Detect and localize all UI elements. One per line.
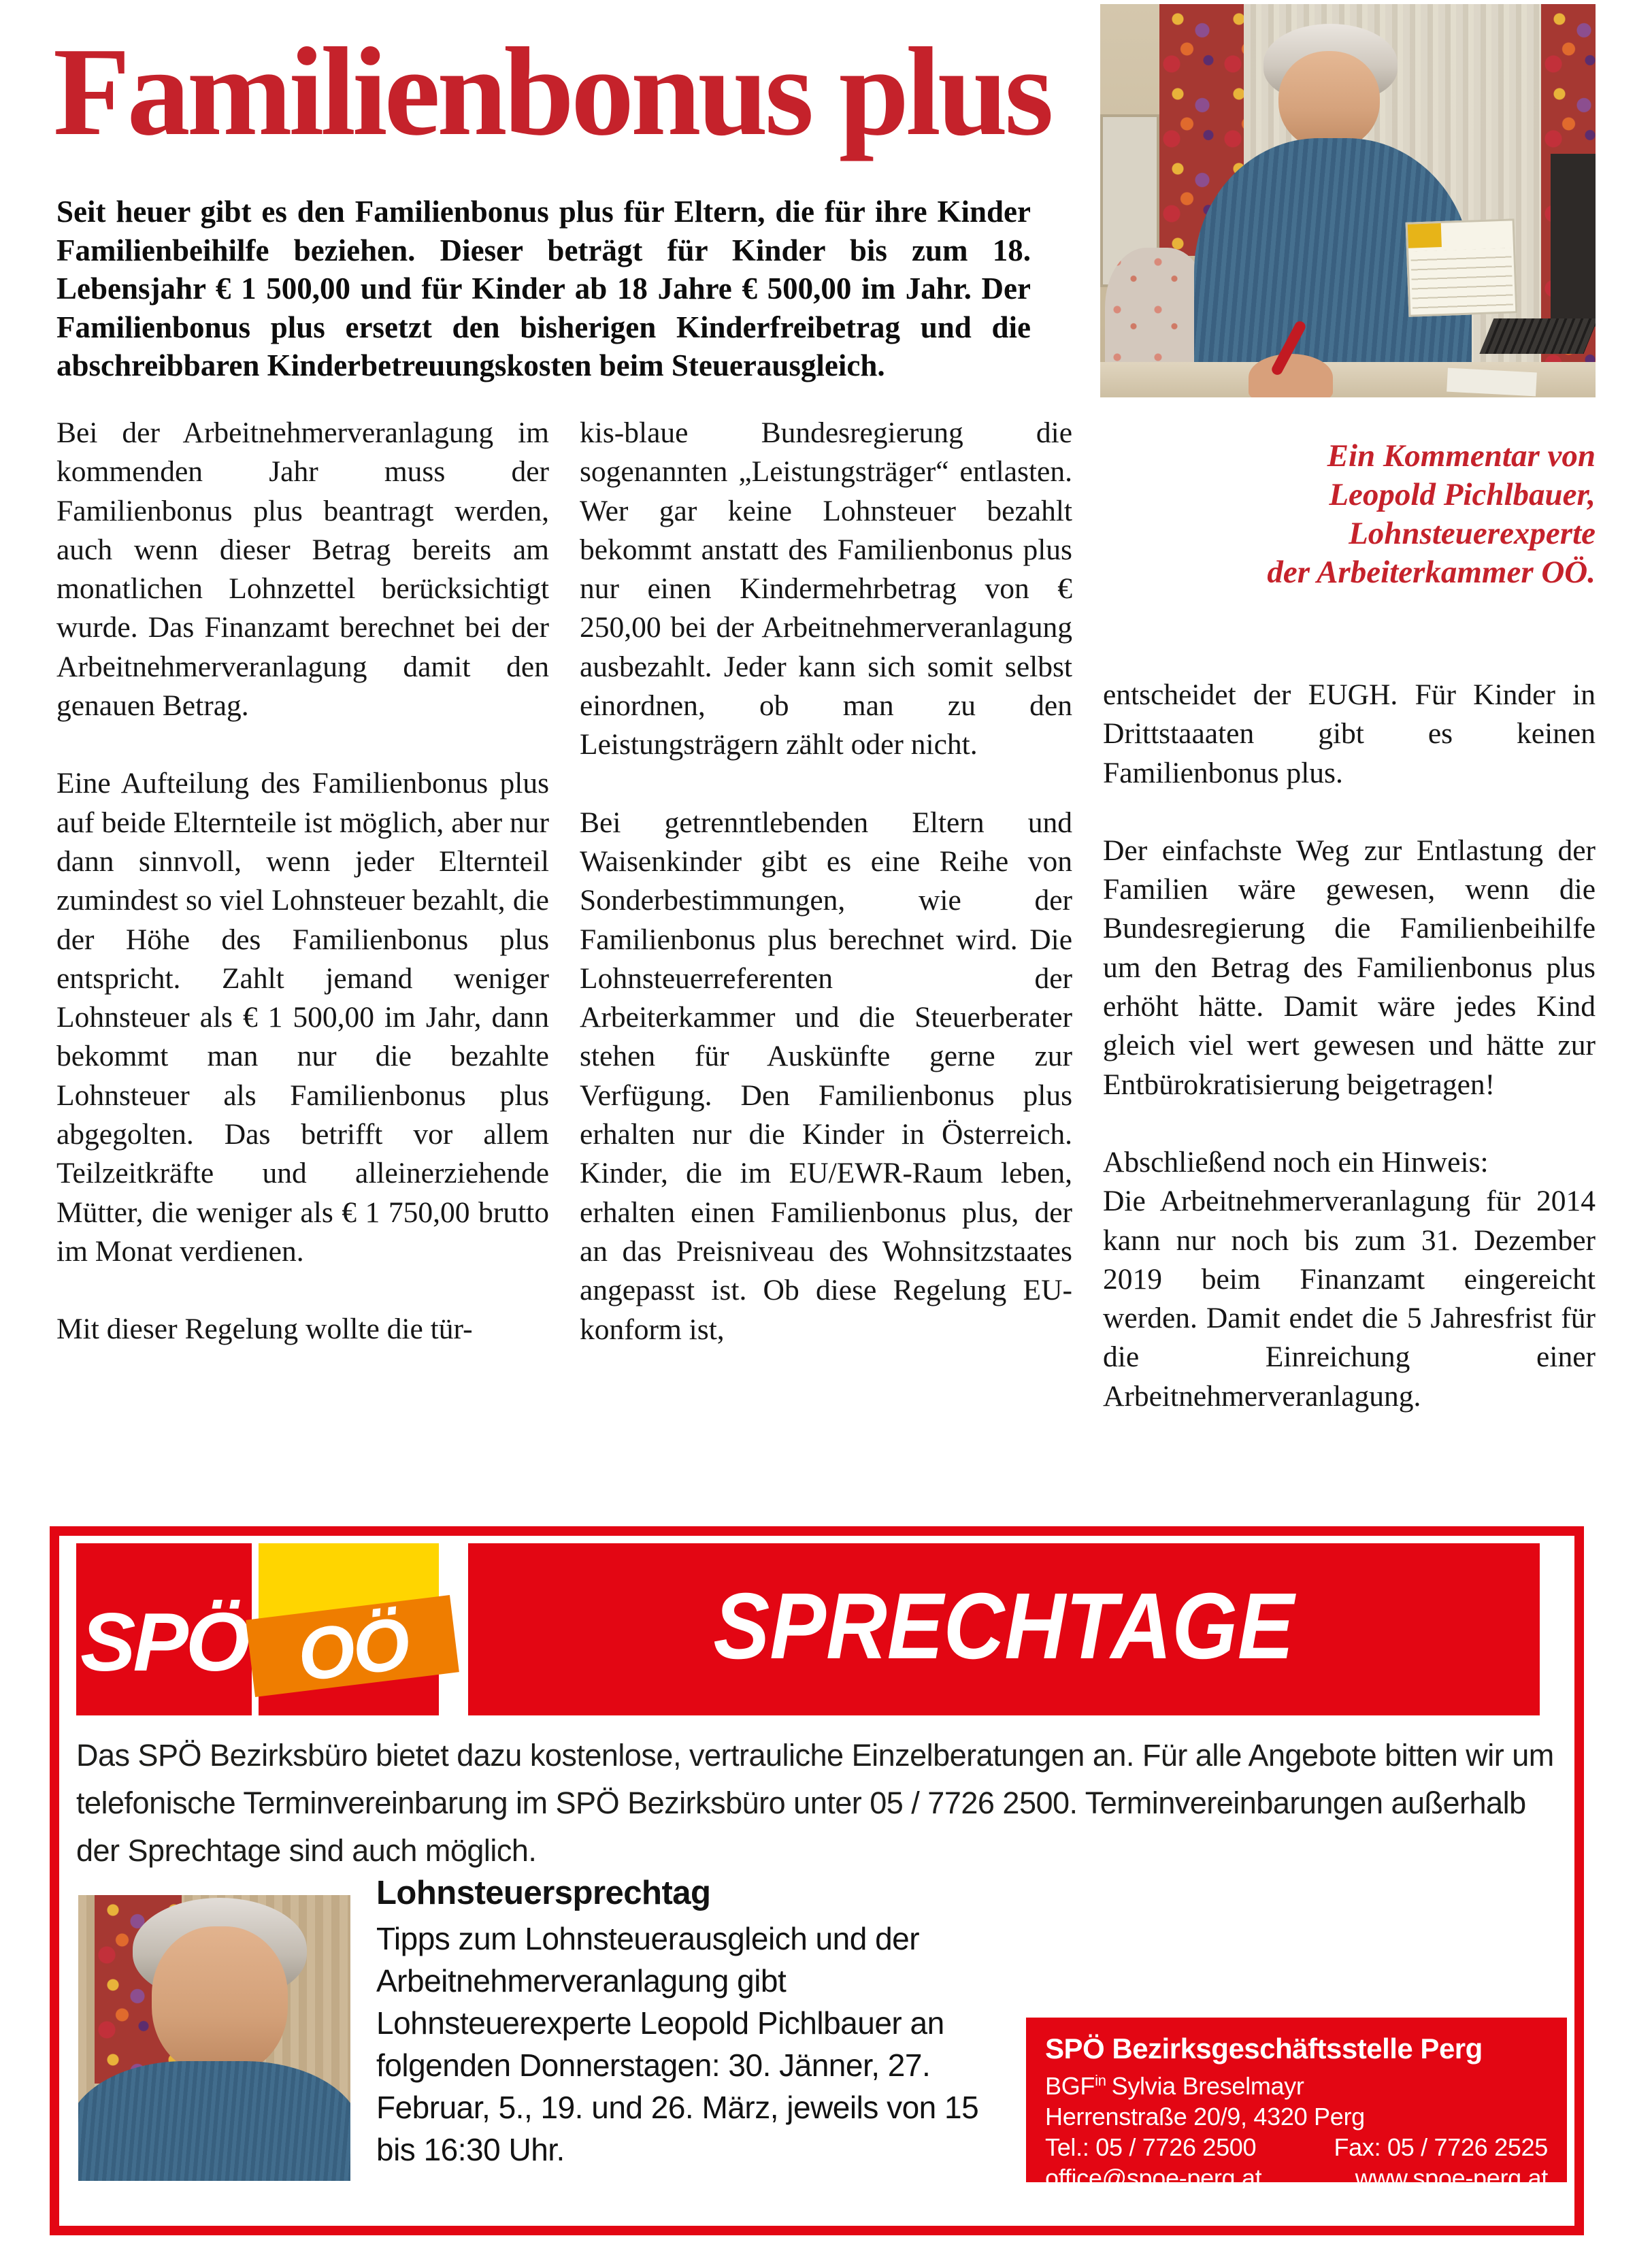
hint-title: Abschließend noch ein Hinweis: xyxy=(1103,1145,1489,1179)
sprechtage-banner-title: SPRECHTAGE xyxy=(713,1574,1295,1679)
photo-calendar-grid xyxy=(1411,248,1514,311)
ooe-logo xyxy=(259,1543,439,1715)
article-column-1 xyxy=(56,414,549,1349)
caption-line: Lohnsteuerexperte xyxy=(1349,516,1596,551)
office-heading: SPÖ Bezirksgeschäftsstelle Perg xyxy=(1045,2033,1483,2065)
paragraph: Die Arbeitnehmerveranlagung für 2014 kann nur noch bis zum 31. Dezember 2019 beim Finanzamt eingereicht werden. Damit endet die 5 Jahresfrist für die Einreichung einer Arbeitnehmerveranlagung. xyxy=(1103,1185,1596,1413)
lohnsteuersprechtag-body: Tipps zum Lohnsteuerausgleich und der Arbeitnehmerveranlagung gibt Lohnsteuerexperte Leopold Pichlbauer an folgenden Donnerstagen: 30. Jänner, 27. Februar, 5., 19. und 26. März, jeweils von 15 bis 16:30 Uhr. xyxy=(376,1921,979,2167)
office-email: office@spoe-perg.at xyxy=(1045,2164,1262,2192)
paragraph: Der einfachste Weg zur Entlastung der Familien wäre gewesen, wenn die Bundesregierung die Familienbeihilfe um den Betrag des Familienbonus plus erhöht hätte. Damit wäre jedes Kind gleich viel wert gewesen und hätte zur Entbürokratisierung beigetragen! xyxy=(1103,834,1596,1101)
photo-calendar-header xyxy=(1408,223,1442,248)
office-tel: Tel.: 05 / 7726 2500 xyxy=(1045,2133,1257,2161)
paragraph: kis-blaue Bundesregierung die sogenannten „Leistungsträger“ entlasten. Wer gar keine Lohnsteuer bezahlt bekommt anstatt des Familienbonus plus nur einen Kindermehrbetrag von € 250,00 bei der Arbeitnehmerveranlagung ausbezahlt. Jeder kann sich somit selbst einordnen, ob man zu den Leistungsträgern zählt oder nicht. xyxy=(580,416,1072,761)
photo-leopold-office xyxy=(1100,4,1596,397)
photo-man-hand xyxy=(1249,354,1333,397)
office-info-box xyxy=(1026,2018,1567,2192)
photo-keyboard xyxy=(1479,318,1596,354)
office-fax: Fax: 05 / 7726 2525 xyxy=(1334,2133,1548,2161)
lohnsteuersprechtag-block xyxy=(376,1873,1012,2171)
ooe-logo-label: OÖ xyxy=(293,1601,413,1697)
bgf-name: Sylvia Breselmayr xyxy=(1111,2072,1304,2100)
paragraph: Mit dieser Regelung wollte die tür- xyxy=(56,1313,473,1346)
office-website: www.spoe-perg.at xyxy=(1355,2164,1548,2192)
photo-desk-calendar xyxy=(1406,218,1518,316)
lohnsteuersprechtag-heading: Lohnsteuersprechtag xyxy=(376,1875,711,1911)
photo-computer-tower xyxy=(1551,154,1596,327)
photo-leopold-portrait xyxy=(78,1895,350,2181)
article-column-3 xyxy=(1103,676,1596,1416)
paragraph: Bei der Arbeitnehmerveranlagung im kommenden Jahr muss der Familienbonus plus beantragt werden, auch wenn dieser Betrag bereits am monatlichen Lohnzettel berücksichtigt wurde. Das Finanzamt berechnet bei der Arbeitnehmerveranlagung damit den genauen Betrag. xyxy=(56,416,549,723)
article-intro: Seit heuer gibt es den Familienbonus plus für Eltern, die für ihre Kinder Familienbeihilfe beziehen. Dieser beträgt für Kinder bis zum 18. Lebensjahr € 1 500,00 und für Kinder ab 18 Jahre € 500,00 im Jahr. Der Familienbonus plus ersetzt den bisherigen Kinderfreibetrag und die abschreibbaren Kinderbetreuungskosten beim Steuerausgleich. xyxy=(56,195,1031,382)
portrait-face xyxy=(152,1926,288,2075)
office-manager-line xyxy=(1045,2065,1548,2101)
paragraph: Bei getrenntlebenden Eltern und Waisenkinder gibt es eine Reihe von Sonderbestimmungen, wie der Familienbonus plus berechnet wird. Die Lohnsteuerreferenten der Arbeiterkammer und die Steuerberater stehen für Auskünfte gerne zur Verfügung. Den Familienbonus plus erhalten nur die Kinder in Österreich. Kinder, die im EU/EWR-Raum leben, erhalten einen Familienbonus plus, der an das Preisniveau des Wohnsitzstaates angepasst ist. Ob diese Regelung EU-konform ist, xyxy=(580,806,1072,1346)
sprechtage-intro: Das SPÖ Bezirksbüro bietet dazu kostenlose, vertrauliche Einzelberatungen an. Für alle Angebote bitten wir um telefonische Terminvereinbarung im SPÖ Bezirksbüro unter 05 / 7726 2500. Terminvereinbarungen außerhalb der Sprechtage sind auch möglich. xyxy=(76,1738,1554,1868)
office-web-row xyxy=(1045,2162,1548,2193)
paragraph: entscheidet der EUGH. Für Kinder in Drittstaaaten gibt es keinen Familienbonus plus. xyxy=(1103,678,1596,789)
spoe-logo xyxy=(76,1543,252,1715)
article-column-2 xyxy=(580,414,1072,1349)
page-title: Familienbonus plus xyxy=(53,22,1051,162)
caption-line: der Arbeiterkammer OÖ. xyxy=(1267,555,1596,590)
caption-line: Ein Kommentar von xyxy=(1327,438,1596,474)
photo-man-face xyxy=(1278,51,1380,150)
portrait-shirt xyxy=(78,2061,350,2181)
paragraph: Eine Aufteilung des Familienbonus plus auf beide Elternteile ist möglich, aber nur dann sinnvoll, wenn jeder Elternteil zumindest so viel Lohnsteuer bezahlt, die der Höhe des Familienbonus plus entspricht. Zahlt jemand weniger Lohnsteuer als € 1 500,00 im Jahr, dann bekommt man nur die bezahlte Lohnsteuer als Familienbonus plus abgegolten. Das betrifft vor allem Teilzeitkräfte und alleinerziehende Mütter, die weniger als € 1 750,00 brutto im Monat verdienen. xyxy=(56,767,549,1268)
spoe-logo-label: SPÖ xyxy=(80,1595,248,1688)
bgf-prefix: BGF xyxy=(1045,2072,1095,2100)
photo-papers xyxy=(1447,367,1537,395)
caption-line: Leopold Pichlbauer, xyxy=(1329,477,1596,512)
photo-caption xyxy=(1103,437,1596,592)
office-address: Herrenstraße 20/9, 4320 Perg xyxy=(1045,2103,1365,2131)
bgf-superscript: in xyxy=(1095,2072,1106,2089)
sprechtage-banner xyxy=(468,1543,1540,1715)
office-phone-row xyxy=(1045,2132,1548,2162)
